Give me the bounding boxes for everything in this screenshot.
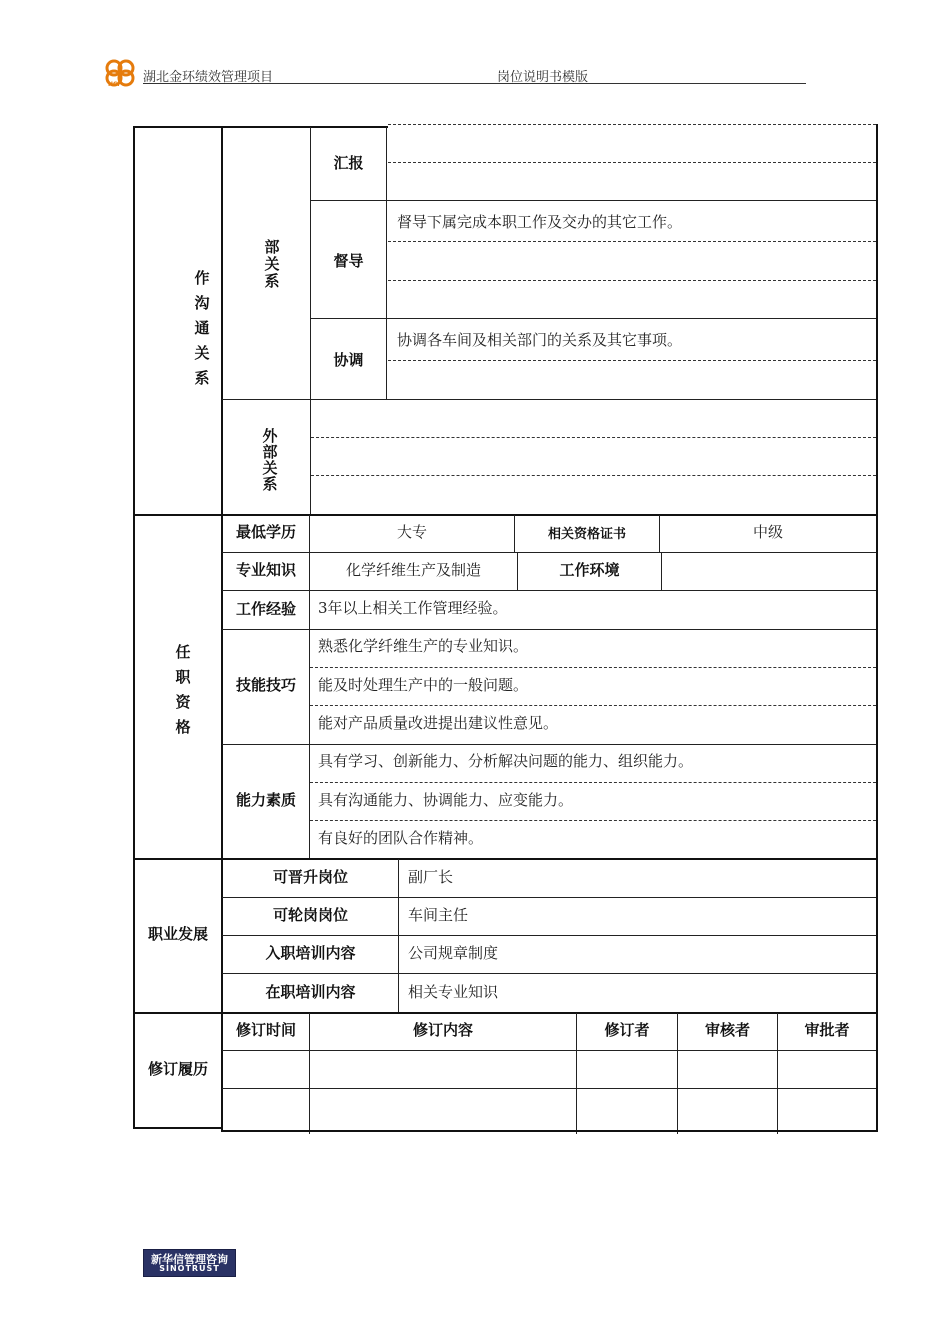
qualification-label: 任 职 资 格 (175, 643, 191, 736)
report-label: 汇报 (333, 154, 364, 172)
comm-relations-label: 作 沟 通 关 系 (194, 269, 210, 387)
coordinate-text: 协调各车间及相关部门的关系及其它事项。 (397, 331, 683, 349)
promotion-label: 可晋升岗位 (272, 868, 348, 886)
logo-label: HCF (108, 81, 122, 88)
coordinate-label: 协调 (333, 351, 364, 369)
inservice-training-label: 在职培训内容 (265, 983, 356, 1001)
experience-value: 3年以上相关工作管理经验。 (318, 599, 508, 617)
ability-label: 能力素质 (235, 791, 296, 809)
reviewer-header: 审核者 (704, 1021, 750, 1039)
footer-logo-en: SINOTRUST (159, 1264, 220, 1273)
project-title: 湖北金环绩效管理项目 (143, 70, 274, 85)
revision-content-header: 修订内容 (412, 1021, 473, 1039)
career-development-label: 职业发展 (147, 925, 208, 943)
certificate-value: 中级 (752, 523, 783, 541)
external-relations-label: 外 部 关 系 (262, 427, 278, 493)
knowledge-value: 化学纤维生产及制造 (345, 561, 481, 579)
footer-logo-cn: 新华信管理咨询 (151, 1253, 228, 1266)
promotion-value: 副厂长 (408, 868, 454, 886)
ability-item: 具有学习、创新能力、分析解决问题的能力、组织能力。 (318, 752, 694, 770)
ability-item: 具有沟通能力、协调能力、应变能力。 (318, 791, 574, 809)
reviser-header: 修订者 (604, 1021, 650, 1039)
skill-item: 能及时处理生产中的一般问题。 (318, 676, 529, 694)
revision-time-header: 修订时间 (235, 1021, 296, 1039)
skills-label: 技能技巧 (235, 676, 296, 694)
rotation-label: 可轮岗岗位 (272, 906, 348, 924)
approver-header: 审批者 (804, 1021, 850, 1039)
sinotrust-logo (143, 1249, 236, 1277)
document-title: 岗位说明书模版 (497, 70, 589, 85)
onboarding-training-value: 公司规章制度 (408, 944, 499, 962)
supervise-text: 督导下属完成本职工作及交办的其它工作。 (397, 213, 683, 231)
inservice-training-value: 相关专业知识 (408, 983, 499, 1001)
onboarding-training-label: 入职培训内容 (265, 944, 356, 962)
skill-item: 熟悉化学纤维生产的专业知识。 (318, 637, 529, 655)
education-value: 大专 (396, 523, 427, 541)
education-label: 最低学历 (235, 523, 296, 541)
supervise-label: 督导 (333, 252, 364, 270)
ability-item: 有良好的团队合作精神。 (318, 829, 484, 847)
work-environment-label: 工作环境 (559, 561, 620, 579)
header-rule (143, 83, 806, 84)
knowledge-label: 专业知识 (235, 561, 296, 579)
internal-relations-label: 部 关 系 (264, 238, 280, 290)
skill-item: 能对产品质量改进提出建议性意见。 (318, 714, 559, 732)
rotation-value: 车间主任 (408, 906, 469, 924)
revision-history-label: 修订履历 (147, 1060, 208, 1078)
experience-label: 工作经验 (235, 600, 296, 618)
certificate-label: 相关资格证书 (547, 527, 626, 542)
